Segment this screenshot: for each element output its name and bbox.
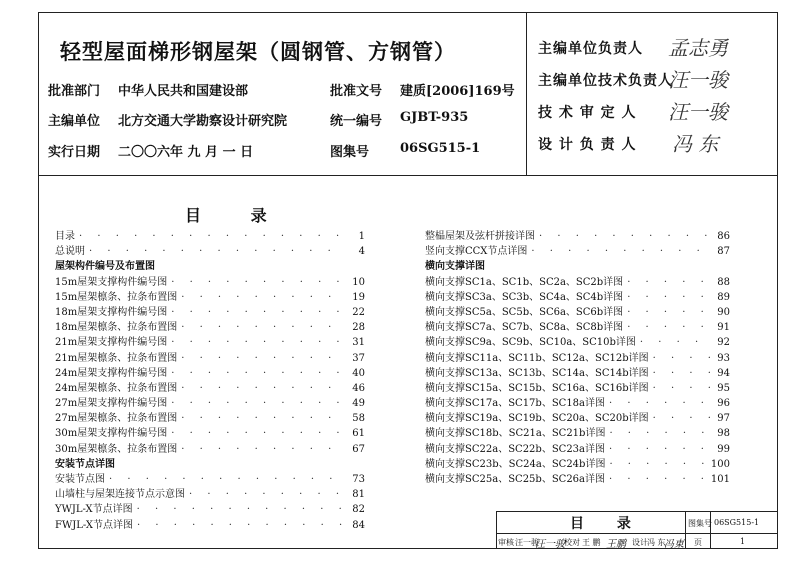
toc-entry-label: 横向支撑SC22a、SC22b、SC23a详图 <box>425 443 606 455</box>
toc-entry-page: 92 <box>717 337 730 349</box>
toc-entry-page: 88 <box>717 276 730 288</box>
toc-entry <box>425 411 730 426</box>
toc-entry-label: FWJL-X节点详图 <box>55 519 134 531</box>
toc-leader-dots <box>177 320 345 335</box>
toc-entry <box>55 320 365 335</box>
toc-leader-dots <box>105 472 345 487</box>
toc-entry <box>425 426 730 441</box>
toc-entry <box>425 442 730 457</box>
info-label-approval-no: 批准文号 <box>330 84 383 99</box>
signature-review: 汪一骏 <box>668 100 728 124</box>
toc-entry <box>425 229 730 244</box>
toc-entry-page: 10 <box>352 276 365 288</box>
toc-leader-dots <box>623 275 710 290</box>
toc-entry-page: 4 <box>358 246 365 258</box>
toc-entry-label: 总说明 <box>55 246 85 258</box>
toc-leader-dots <box>535 229 710 244</box>
toc-entry-label: 30m屋架檩条、拉条布置图 <box>55 443 178 455</box>
title-block-atlas-label: 图集号 <box>688 519 712 528</box>
toc-entry-label: 目录 <box>55 231 75 242</box>
toc-entry-label: 24m屋架支撑构件编号图 <box>55 367 168 379</box>
toc-entry-page: 93 <box>717 352 730 364</box>
toc-entry-label: 21m屋架檩条、拉条布置图 <box>55 352 178 364</box>
toc-entry-page: 28 <box>352 322 365 334</box>
toc-entry-label: 横向支撑SC18b、SC21a、SC21b详图 <box>425 428 606 440</box>
toc-entry-label: 横向支撑SC3a、SC3b、SC4a、SC4b详图 <box>425 291 624 303</box>
toc-entry <box>425 320 730 335</box>
title-block-check-sig: 王鹏 <box>606 539 626 550</box>
toc-entry <box>425 366 730 381</box>
toc-entry-label: 竖向支撑CCX节点详图 <box>425 246 528 258</box>
info-value-atlas-no: 06SG515-1 <box>400 141 481 156</box>
toc-entry-page: 89 <box>717 291 730 303</box>
toc-leader-dots <box>177 381 345 396</box>
toc-entry-label: 安装节点图 <box>55 474 105 485</box>
toc-entry <box>55 335 365 350</box>
toc-entry-page: 95 <box>717 382 730 394</box>
toc-entry <box>425 275 730 290</box>
toc-entry-page: 98 <box>717 428 730 440</box>
toc-entry <box>425 381 730 396</box>
toc-entry-page: 101 <box>710 474 730 485</box>
toc-entry-page: 91 <box>717 322 730 334</box>
toc-entry-page: 19 <box>352 291 365 303</box>
title-block-page-no: 1 <box>740 537 746 546</box>
toc-leader-dots <box>605 426 710 441</box>
title-block-design-label: 设计 <box>632 538 648 547</box>
toc-leader-dots <box>623 290 710 305</box>
toc-entry-label: 整榀屋架及弦杆拼接详图 <box>425 231 535 242</box>
info-value-effective-date: 二〇〇六年 九 月 一 日 <box>118 145 254 160</box>
toc-entry-page: 58 <box>352 413 365 425</box>
toc-section-heading <box>55 457 365 472</box>
title-block-name: 目 录 <box>570 516 645 532</box>
toc-leader-dots <box>85 244 345 259</box>
toc-entry <box>55 472 365 487</box>
toc-entry-page: 22 <box>352 306 365 318</box>
toc-entry-page: 46 <box>352 382 365 394</box>
toc-leader-dots <box>75 229 345 244</box>
toc-entry <box>55 229 365 244</box>
toc-entry-page: 31 <box>352 337 365 349</box>
toc-entry <box>55 290 365 305</box>
toc-leader-dots <box>649 351 710 366</box>
title-block-design-name: 冯 东 <box>647 538 666 547</box>
toc-entry <box>55 351 365 366</box>
toc-leader-dots <box>167 305 345 320</box>
toc-entry-label: 横向支撑SC19a、SC19b、SC20a、SC20b详图 <box>425 413 649 425</box>
toc-entry <box>425 472 730 487</box>
toc-entry-label: 横向支撑SC9a、SC9b、SC10a、SC10b详图 <box>425 337 636 349</box>
toc-left-column <box>55 229 365 533</box>
toc-entry-page: 82 <box>352 504 365 516</box>
toc-leader-dots <box>167 396 345 411</box>
toc-leader-dots <box>167 275 345 290</box>
toc-entry <box>425 457 730 472</box>
toc-entry-page: 99 <box>717 443 730 455</box>
toc-entry-label: 横向支撑SC25a、SC25b、SC26a详图 <box>425 474 606 485</box>
toc-leader-dots <box>605 472 710 487</box>
toc-entry-page: 86 <box>717 231 730 242</box>
toc-entry <box>55 305 365 320</box>
toc-entry-label: 横向支撑详图 <box>425 261 485 273</box>
toc-entry-label: 屋架构件编号及布置图 <box>55 261 155 273</box>
toc-entry-label: 15m屋架支撑构件编号图 <box>55 276 168 288</box>
toc-entry <box>425 290 730 305</box>
toc-entry <box>55 396 365 411</box>
toc-entry-label: 30m屋架支撑构件编号图 <box>55 428 168 440</box>
toc-entry-label: 横向支撑SC13a、SC13b、SC14a、SC14b详图 <box>425 367 649 379</box>
toc-entry <box>425 351 730 366</box>
title-block-review-name: 汪一骏 <box>515 538 539 547</box>
toc-leader-dots <box>636 335 710 350</box>
responsible-label-review: 技 术 审 定 人 <box>538 105 637 121</box>
toc-entry <box>55 426 365 441</box>
responsible-label-tech: 主编单位技术负责人 <box>538 73 673 89</box>
toc-leader-dots <box>623 305 710 320</box>
toc-heading: 目 录 <box>185 206 289 225</box>
title-block-mid <box>496 533 778 534</box>
signature-chief: 孟志勇 <box>668 36 728 60</box>
toc-entry-page: 67 <box>352 443 365 455</box>
title-block-left <box>496 511 497 549</box>
toc-entry <box>55 442 365 457</box>
toc-leader-dots <box>649 411 710 426</box>
toc-leader-dots <box>605 442 710 457</box>
responsible-label-chief: 主编单位负责人 <box>538 41 643 57</box>
toc-leader-dots <box>649 366 710 381</box>
toc-entry-page: 90 <box>717 306 730 318</box>
info-label-effective-date: 实行日期 <box>48 145 101 160</box>
toc-leader-dots <box>177 411 345 426</box>
title-block-top <box>496 511 778 512</box>
title-block-sep1 <box>685 511 686 549</box>
toc-entry-label: 18m屋架檩条、拉条布置图 <box>55 322 178 334</box>
toc-leader-dots <box>649 381 710 396</box>
toc-entry-label: 15m屋架檩条、拉条布置图 <box>55 291 178 303</box>
toc-entry-label: 18m屋架支撑构件编号图 <box>55 306 168 318</box>
toc-entry-page: 40 <box>352 367 365 379</box>
toc-entry <box>55 518 365 533</box>
toc-leader-dots <box>167 426 345 441</box>
toc-entry-label: 横向支撑SC15a、SC15b、SC16a、SC16b详图 <box>425 382 649 394</box>
signature-tech: 汪一骏 <box>668 68 728 92</box>
toc-right-column <box>425 229 730 487</box>
toc-leader-dots <box>177 290 345 305</box>
toc-entry <box>425 335 730 350</box>
toc-entry-page: 1 <box>358 231 365 242</box>
toc-entry-label: 27m屋架支撑构件编号图 <box>55 398 168 410</box>
toc-leader-dots <box>177 351 345 366</box>
toc-entry-label: 横向支撑SC23b、SC24a、SC24b详图 <box>425 458 606 470</box>
info-value-unified-no: GJBT-935 <box>400 110 469 125</box>
toc-leader-dots <box>177 442 345 457</box>
info-value-editor-unit: 北方交通大学勘察设计研究院 <box>118 114 288 129</box>
toc-entry-label: YWJL-X节点详图 <box>55 504 133 516</box>
toc-entry-page: 97 <box>717 413 730 425</box>
toc-section-heading <box>425 259 730 274</box>
info-value-approval-no: 建质[2006]169号 <box>400 84 515 99</box>
title-block-atlas-no: 06SG515-1 <box>714 518 760 527</box>
toc-entry-label: 横向支撑SC5a、SC5b、SC6a、SC6b详图 <box>425 306 624 318</box>
toc-entry-page: 100 <box>710 458 730 470</box>
responsible-label-design: 设 计 负 责 人 <box>538 137 637 153</box>
toc-leader-dots <box>605 457 710 472</box>
toc-entry-label: 24m屋架檩条、拉条布置图 <box>55 382 178 394</box>
toc-entry-page: 87 <box>717 246 730 258</box>
title-block-check-label: 校对 <box>564 538 580 547</box>
header-bottom-line <box>38 175 778 176</box>
toc-leader-dots <box>167 366 345 381</box>
toc-entry-page: 37 <box>352 352 365 364</box>
toc-leader-dots <box>605 396 710 411</box>
toc-section-heading <box>55 259 365 274</box>
toc-entry-page: 94 <box>717 367 730 379</box>
toc-entry-page: 81 <box>352 489 365 501</box>
toc-entry-page: 49 <box>352 398 365 410</box>
signature-design: 冯 东 <box>672 132 719 156</box>
info-label-editor-unit: 主编单位 <box>48 114 101 129</box>
toc-entry <box>425 396 730 411</box>
toc-entry-label: 27m屋架檩条、拉条布置图 <box>55 413 178 425</box>
toc-entry <box>55 275 365 290</box>
toc-entry-label: 横向支撑SC17a、SC17b、SC18a详图 <box>425 398 606 410</box>
title-block-design-sig: 冯東 <box>664 539 684 550</box>
toc-leader-dots <box>623 320 710 335</box>
toc-entry-page: 73 <box>352 474 365 485</box>
title-block-review-sig: 汪一骏 <box>535 539 565 550</box>
title-block-review-label: 审核 <box>498 538 514 547</box>
toc-entry <box>55 487 365 502</box>
toc-entry-label: 横向支撑SC11a、SC11b、SC12a、SC12b详图 <box>425 352 649 364</box>
info-value-approval-dept: 中华人民共和国建设部 <box>118 84 249 99</box>
title-block-sep2 <box>710 511 711 549</box>
toc-entry <box>425 305 730 320</box>
toc-entry-label: 安装节点详图 <box>55 458 115 470</box>
header-divider <box>526 12 527 175</box>
toc-entry-label: 横向支撑SC1a、SC1b、SC2a、SC2b详图 <box>425 276 624 288</box>
info-label-atlas-no: 图集号 <box>330 145 370 160</box>
toc-entry-label: 横向支撑SC7a、SC7b、SC8a、SC8b详图 <box>425 322 624 334</box>
toc-entry <box>55 502 365 517</box>
toc-leader-dots <box>527 244 710 259</box>
toc-leader-dots <box>185 487 345 502</box>
toc-entry-page: 96 <box>717 398 730 410</box>
toc-entry <box>425 244 730 259</box>
toc-entry-label: 山墙柱与屋架连接节点示意图 <box>55 489 185 501</box>
toc-entry-page: 84 <box>352 519 365 531</box>
title-block-page-label: 页 <box>694 538 702 547</box>
toc-leader-dots <box>167 335 345 350</box>
title-block-check-name: 王 鹏 <box>582 538 601 547</box>
info-label-approval-dept: 批准部门 <box>48 84 101 99</box>
toc-leader-dots <box>133 518 345 533</box>
atlas-title: 轻型屋面梯形钢屋架（圆钢管、方钢管） <box>60 39 456 64</box>
toc-entry <box>55 381 365 396</box>
toc-leader-dots <box>133 502 345 517</box>
toc-entry-label: 21m屋架支撑构件编号图 <box>55 337 168 349</box>
toc-entry <box>55 366 365 381</box>
toc-entry <box>55 411 365 426</box>
toc-entry <box>55 244 365 259</box>
toc-entry-page: 61 <box>352 428 365 440</box>
info-label-unified-no: 统一编号 <box>330 114 383 129</box>
